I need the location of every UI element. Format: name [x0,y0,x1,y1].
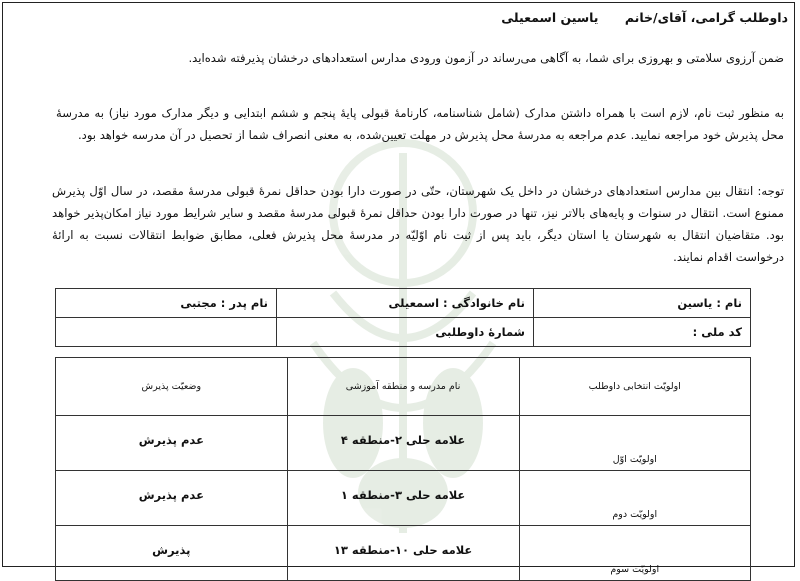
status-column-header: وضعیّت پذیرش [56,358,288,416]
status-cell: عدم پذیرش [56,471,288,526]
priority-column-header: اولویّت انتخابی داوطلب [519,358,750,416]
empty-cell [56,318,277,347]
priority-cell: اولویّت دوم [519,471,750,526]
acceptance-letter [2,2,795,575]
congratulation-paragraph: ضمن آرزوی سلامتی و بهروزی برای شما، به آگاهی می‌رساند در آزمون ورودی مدارس استعدادهای درخشان پذیرفته شده‌اید. [188,51,784,65]
table-row [56,416,751,471]
registration-paragraph: به منظور ثبت نام، لازم است با همراه داشتن مدارک (شامل شناسنامه، کارنامهٔ قبولی پایهٔ پنجم و ششم ابتدایی و دیگر مدارک مورد نیاز) به مدرسهٔ محل پذیرش خود مراجعه نمایید. عدم مراجعه به مدرسهٔ محل پذیرش در مهلت تعیین‌شده، به معنی انصراف شما از تحصیل در آن مدرسه خواهد بود. [56,106,784,142]
school-cell: علامه حلی ۳-منطقه ۱ [287,471,519,526]
school-cell: علامه حلی ۲-منطقه ۴ [287,416,519,471]
applicant-name: یاسین اسمعیلی [501,10,599,25]
table-row [56,289,751,318]
table-row [56,526,751,581]
transfer-note-paragraph: توجه: انتقال بین مدارس استعدادهای درخشان در داخل یک شهرستان، حتّی در صورت دارا بودن حداقل نمرهٔ قبولی مدرسهٔ مقصد، در سال اوّل پذیرش ممنوع است. انتقال در سنوات و پایه‌های بالاتر نیز، تنها در صورت دارا بودن حداقل نمرهٔ قبولی مدرسهٔ مقصد و سایر شرایط مورد نیاز امکان‌پذیر خواهد بود. متقاضیان انتقال به شهرستان یا استان دیگر، باید پس از ثبت نام اوّلیّه در مدرسهٔ محل پذیرش فعلی، مطابق ضوابط انتقالات نسبت به ارائهٔ درخواست اقدام نمایند. [52,184,784,264]
applicant-info-table [55,288,751,347]
last-name-cell: نام خانوادگی : اسمعیلی [277,289,534,318]
admission-priorities-table [55,357,751,581]
first-name-cell: نام : یاسین [534,289,751,318]
priority-cell: اولویّت سوم [519,526,750,581]
status-cell: عدم پذیرش [56,416,288,471]
school-cell: علامه حلی ۱۰-منطقه ۱۳ [287,526,519,581]
table-header-row [56,358,751,416]
priority-cell: اولویّت اوّل [519,416,750,471]
applicant-number-cell: شمارهٔ داوطلبی [277,318,534,347]
table-row [56,318,751,347]
greeting-line [501,10,788,25]
national-code-cell: کد ملی : [534,318,751,347]
school-column-header: نام مدرسه و منطقه آموزشی [287,358,519,416]
table-row [56,471,751,526]
greeting-label: داوطلب گرامی، آقای/خانم [624,10,788,25]
status-cell: پذیرش [56,526,288,581]
father-name-cell: نام پدر : مجتبی [56,289,277,318]
